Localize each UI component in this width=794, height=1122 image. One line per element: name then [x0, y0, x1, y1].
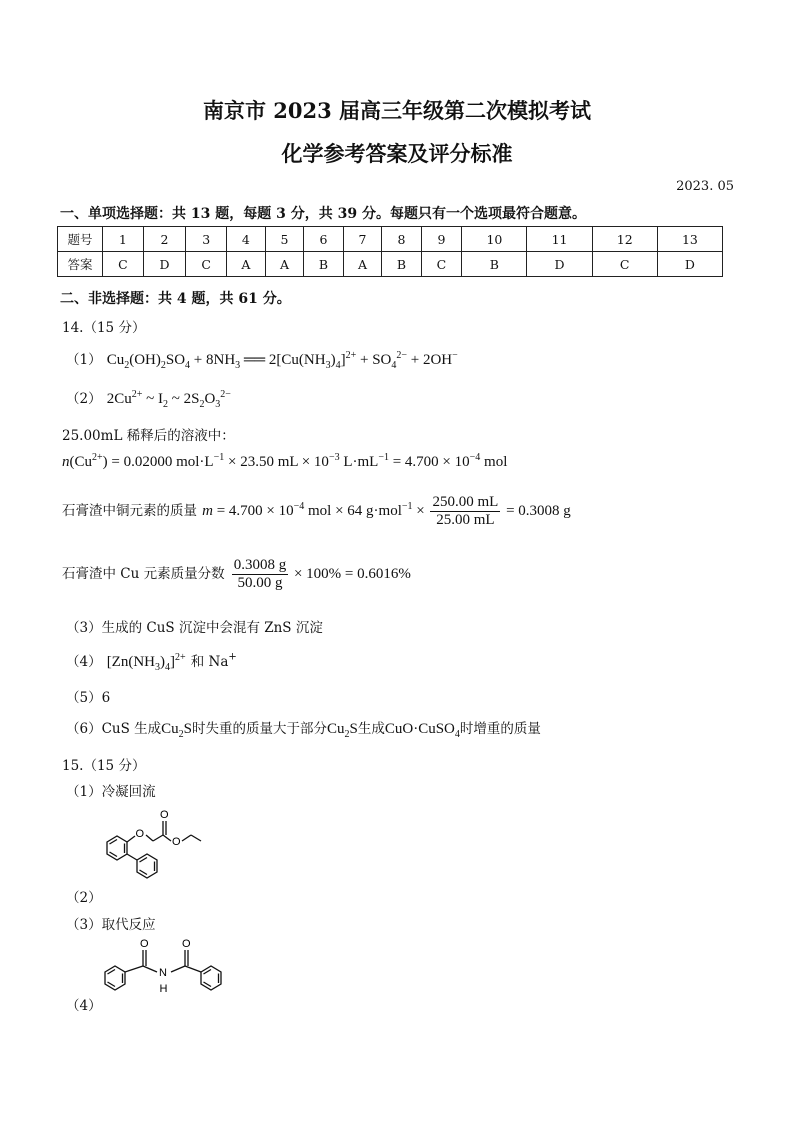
zinc-complex: $[Zn(NH_3)_4]^{2+}$	[106, 652, 186, 673]
table-cell: 10	[462, 227, 527, 252]
structure-aryloxy-ester	[95, 806, 245, 896]
q14-part6-text: 时失重的质量大于部分	[192, 721, 328, 737]
table-cell: 8	[382, 227, 421, 252]
table-row-label: 题号	[58, 227, 103, 252]
table-cell: C	[186, 252, 227, 277]
part-number: （1）	[66, 352, 102, 368]
answer-table-answer-row	[58, 252, 723, 277]
q15-part1: （1）冷凝回流	[66, 784, 156, 800]
table-cell: 12	[592, 227, 657, 252]
table-cell: 11	[527, 227, 592, 252]
q14-part5: （5）6	[66, 690, 111, 706]
answer-table	[57, 226, 723, 277]
q15-part2-number: （2）	[66, 890, 102, 906]
answer-table-number-row	[58, 227, 723, 252]
part-number: （4）	[66, 654, 102, 670]
section1-heading: 一、单项选择题：共 13 题，每题 3 分，共 39 分。每题只有一个选项最符合题意。	[60, 206, 586, 222]
table-cell: 1	[103, 227, 144, 252]
nitrogen-atom-label: N	[159, 967, 167, 979]
table-cell: 9	[421, 227, 462, 252]
q14-part2	[66, 387, 231, 410]
table-cell: A	[227, 252, 266, 277]
q14-label: 14.（15 分）	[62, 320, 146, 336]
page-title: 南京市 2023 届高三年级第二次模拟考试	[202, 98, 592, 123]
q14-part3: （3）生成的 CuS 沉淀中会混有 ZnS 沉淀	[66, 620, 323, 636]
q14-part4-tail: 和 Na	[190, 654, 229, 670]
fraction-intro: 石膏渣中 Cu 元素质量分数	[62, 565, 225, 582]
section2-heading: 二、非选择题：共 4 题，共 61 分。	[60, 291, 291, 307]
moles-equation: $n(Cu^{2+}) = 0.02000$ $mol\cdot L^{-1} \times 23.50$ mL × $10^{-3}$ $L\cdot mL^{-1} = 4.700 \times 10^{-4}$ mol	[62, 452, 508, 470]
document-date: 2023. 05	[676, 179, 734, 194]
q14-part1	[66, 348, 458, 371]
fraction-formula: $\frac{0.3008 g}{50.00 g}$ × 100% = 0.6016%	[233, 557, 411, 591]
mass-intro: 石膏渣中铜元素的质量	[62, 502, 197, 519]
q14-part2-relation: $2Cu^{2+}$ ~ $I_2$ ~ $2S_2O_3^{2-}$	[106, 389, 231, 410]
structure-dibenzamide	[95, 936, 255, 1006]
part-number: （2）	[66, 391, 102, 407]
table-cell: B	[462, 252, 527, 277]
table-cell: D	[527, 252, 592, 277]
q15-part4-number: （4）	[66, 998, 102, 1014]
table-cell: 7	[343, 227, 382, 252]
oxygen-atom-label: O	[182, 938, 191, 950]
page-subtitle: 化学参考答案及评分标准	[281, 141, 513, 166]
q14-part6	[66, 717, 541, 740]
table-cell: 6	[304, 227, 343, 252]
table-cell: B	[382, 252, 421, 277]
table-cell: 4	[227, 227, 266, 252]
table-cell: 5	[265, 227, 304, 252]
table-cell: A	[343, 252, 382, 277]
table-row-label: 答案	[58, 252, 103, 277]
table-cell: C	[421, 252, 462, 277]
q14-part1-equation: $Cu_2(OH)_2SO_4 + 8NH_3$ ══ $2[Cu(NH_3)_4]^{2+} + SO_4^{2-} + 2OH^-$	[106, 350, 458, 371]
q14-part6-text: 时增重的质量	[459, 721, 541, 737]
oxygen-atom-label: O	[172, 836, 181, 848]
formula-cu2s: $Cu_2S$	[161, 721, 193, 740]
mass-formula: $m = 4.700 \times 10^{-4}$ mol × 64 g·mol$^{-1}$ × $\frac{250.00 mL}{25.00 mL}$ = 0.3008 g	[202, 494, 571, 528]
table-cell: 13	[657, 227, 722, 252]
q15-label: 15.（15 分）	[62, 758, 146, 774]
dilute-intro: 25.00mL 稀释后的溶液中：	[62, 428, 235, 444]
table-cell: D	[657, 252, 722, 277]
q15-part3: （3）取代反应	[66, 917, 156, 933]
table-cell: 3	[186, 227, 227, 252]
formula-cuo-cuso4: CuO·CuSO$_4$	[384, 721, 460, 740]
hydrogen-atom-label: H	[159, 983, 168, 995]
table-cell: B	[304, 252, 343, 277]
mass-equation	[62, 494, 571, 529]
oxygen-atom-label: O	[160, 809, 169, 821]
table-cell: C	[103, 252, 144, 277]
formula-cu2s: $Cu_2S$	[327, 721, 358, 740]
table-cell: 2	[143, 227, 186, 252]
q14-part6-text: 生成	[357, 721, 385, 737]
table-cell: A	[265, 252, 304, 277]
fraction-equation	[62, 557, 411, 592]
oxygen-atom-label: O	[140, 938, 149, 950]
table-cell: C	[592, 252, 657, 277]
oxygen-atom-label: O	[135, 828, 145, 840]
table-cell: D	[143, 252, 186, 277]
q14-part6-text: （6）CuS 生成	[66, 721, 162, 737]
q14-part4: （4） $[Zn(NH_3)_4]^{2+}$ 和 Na+	[66, 651, 237, 673]
